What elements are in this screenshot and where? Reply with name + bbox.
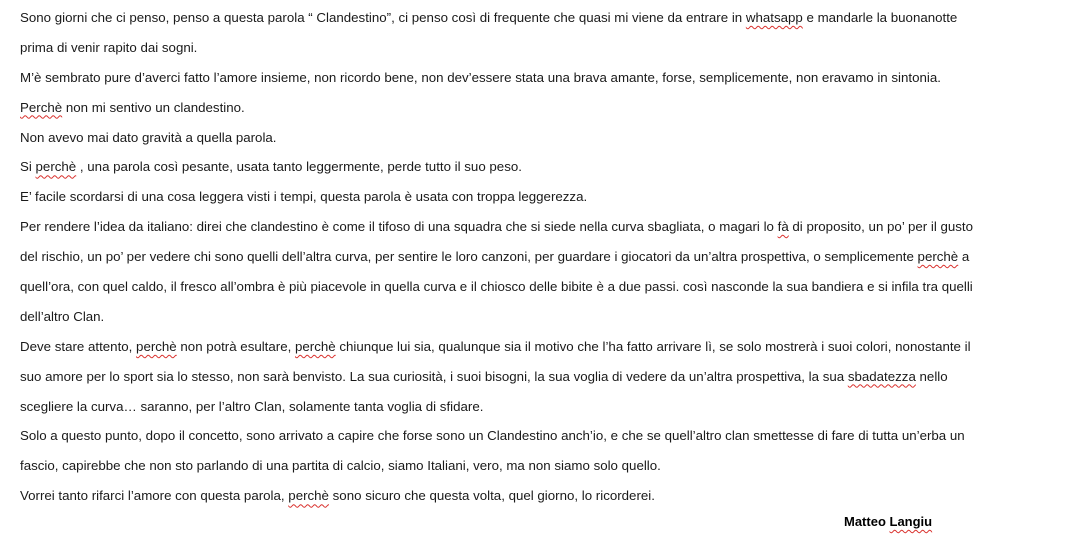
text-line [20, 425, 1060, 455]
text-run: dell’altro Clan. [20, 308, 105, 324]
text-run: scegliere la curva… saranno, per l’altro Clan, solamente tanta voglia di sfidare. [20, 398, 484, 414]
text-run: suo amore per lo sport sia lo stesso, non sarà benvisto. La sua curiosità, i suoi bisogni, la sua voglia di vedere da un’altra prospettiva, la sua [20, 368, 848, 384]
text-run: Deve stare attento, [20, 338, 137, 354]
text-line [20, 276, 1060, 306]
text-run: sono sicuro che questa volta, quel giorno, lo ricorderei. [328, 488, 655, 504]
misspelled-word: perchè [35, 159, 77, 175]
misspelled-word: whatsapp [745, 10, 803, 25]
misspelled-word: Perchè [20, 99, 63, 115]
misspelled-word: perchè [295, 338, 336, 354]
text-run: non potrà esultare, [176, 338, 295, 354]
misspelled-word: perchè [917, 249, 959, 265]
text-run: Non avevo mai dato gravità a quella parola. [20, 129, 277, 145]
text-line [20, 186, 1060, 216]
text-line [20, 67, 1060, 97]
text-run: del rischio, un po’ per vedere chi sono quelli dell’altra curva, per sentire le loro canzoni, per guardare i giocatori da un’altra prospettiva, o semplicemente [20, 249, 918, 265]
text-run: Si [20, 159, 36, 175]
text-run: chiunque lui sia, qualunque sia il motivo che l’ha fatto arrivare lì, se solo mostrerà i suoi colori, nonostante il [335, 338, 971, 354]
text-line [20, 156, 1060, 186]
text-line [20, 97, 1060, 127]
signature [844, 514, 932, 529]
text-line [20, 216, 1060, 246]
text-run: Per rendere l’idea da italiano: direi che clandestino è come il tifoso di una squadra che si siede nella curva sbagliata, o magari lo [20, 219, 778, 235]
text-line [20, 37, 1060, 67]
misspelled-word: sbadatezza [847, 368, 916, 384]
text-run: Solo a questo punto, dopo il concetto, sono arrivato a capire che forse sono un Clandestino anch’io, e che se quell’altro clan smettesse di fare di tutta un’erba un [20, 428, 965, 444]
misspelled-word: perchè [288, 488, 329, 504]
text-line [20, 396, 1060, 426]
text-run: e mandarle la buonanotte [802, 10, 958, 25]
text-line [20, 246, 1060, 276]
text-run: nello [915, 368, 948, 384]
text-line [20, 366, 1060, 396]
text-run: non mi sentivo un clandestino. [62, 99, 245, 115]
text-run: fascio, capirebbe che non sto parlando di una partita di calcio, siamo Italiani, vero, ma non siamo solo quello. [20, 458, 661, 474]
text-run: prima di venir rapito dai sogni. [20, 39, 198, 55]
text-run: quell’ora, con quel caldo, il fresco all’ombra è più piacevole in quella curva e il chiosco delle bibite è a due passi. così nasconde la sua bandiera e si infila tra quelli [20, 279, 973, 295]
text-run: , una parola così pesante, usata tanto leggermente, perde tutto il suo peso. [76, 159, 522, 175]
misspelled-word: Langiu [889, 514, 933, 529]
text-run: E’ facile scordarsi di una cosa leggera visti i tempi, questa parola è usata con troppa leggerezza. [20, 189, 588, 205]
text-run: Vorrei tanto rifarci l’amore con questa parola, [20, 488, 289, 504]
misspelled-word: fà [777, 219, 789, 235]
signature-name: Matteo [844, 514, 890, 529]
text-run: M’è sembrato pure d’averci fatto l’amore insieme, non ricordo bene, non dev’essere stata una brava amante, forse, semplicemente, non eravamo in sintonia. [20, 69, 941, 85]
text-line [20, 127, 1060, 157]
text-line [20, 306, 1060, 336]
text-run: di proposito, un po’ per il gusto [788, 219, 974, 235]
text-line [20, 336, 1060, 366]
document-body [20, 7, 1060, 515]
text-run: a [958, 249, 970, 265]
text-line [20, 455, 1060, 485]
misspelled-word: perchè [136, 338, 177, 354]
text-line [20, 485, 1060, 515]
text-run: Sono giorni che ci penso, penso a questa parola “ Clandestino”, ci penso così di frequente che quasi mi viene da entrare in [20, 10, 746, 25]
text-line [20, 7, 1060, 37]
